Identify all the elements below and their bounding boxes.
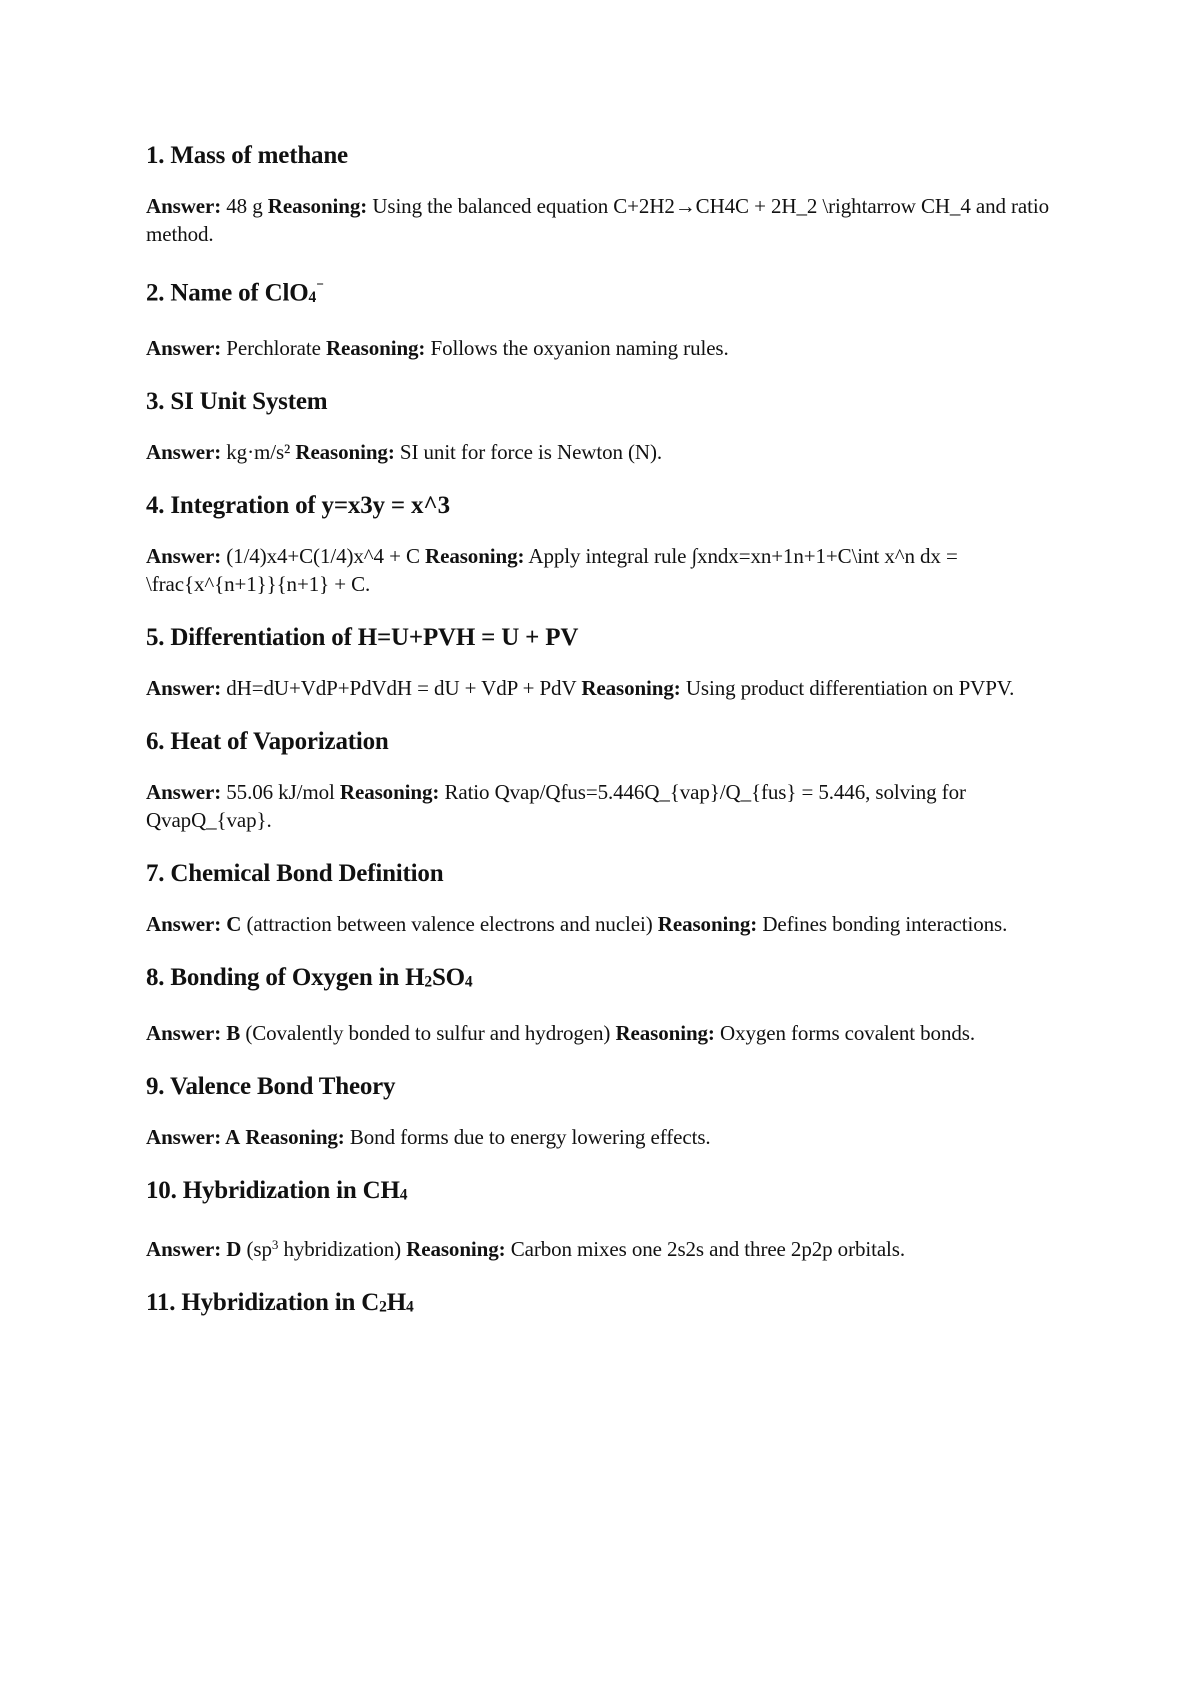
answer-label: Answer: [146,676,222,701]
question-3-body [146,438,1066,466]
answer-text: 48 g [226,194,263,218]
reasoning-text: Ratio Qvap/Qfus=5.446Q_{vap}/Q_{fus} = 5.446, solving for QvapQ_{vap}. [146,780,966,833]
question-2 [146,272,1066,362]
question-10-body [146,1231,1066,1263]
question-1-heading [146,140,1066,172]
question-3-heading [146,386,1066,418]
reasoning-label: Reasoning: [325,336,426,361]
answer-text-post: hybridization) [278,1237,402,1262]
heading-text-mid: H [386,1289,406,1317]
reasoning-text: Using the balanced equation C+2H2→CH4C + 2H_2 \rightarrow CH_4 and ratio method. [146,194,1050,246]
answer-text: (attraction between valence electrons and nuclei) [246,912,653,937]
reasoning-text: Bond forms due to energy lowering effects. [349,1124,711,1149]
answer-label: Answer: D [146,1237,242,1262]
reasoning-text: Defines bonding interactions. [762,912,1008,937]
reasoning-text: SI unit for force is Newton (N). [399,440,663,465]
answer-label: Answer: [146,780,222,805]
question-7 [146,858,1066,938]
reasoning-text: Oxygen forms covalent bonds. [720,1020,975,1045]
answer-text: dH=dU+VdP+PdVdH = dU + VdP + PdV [226,676,577,701]
answer-text: (1/4)x4+C(1/4)x^4 + C [226,544,420,569]
question-8-body [146,1019,1066,1047]
question-4-body [146,542,1066,598]
heading-text: 6. Heat of Vaporization [146,728,389,756]
heading-text: 10. Hybridization in CH [146,1176,400,1204]
question-1-body [146,192,1066,248]
question-4 [146,490,1066,598]
question-5-body [146,674,1066,702]
question-2-heading [146,272,1066,314]
heading-text: 9. Valence Bond Theory [146,1072,396,1100]
heading-text: 11. Hybridization in C [146,1289,380,1317]
heading-text: 8. Bonding of Oxygen in H [146,964,425,992]
question-11 [146,1287,1066,1324]
answer-label: Answer: [146,194,222,218]
question-9 [146,1071,1066,1151]
question-10 [146,1175,1066,1264]
heading-text: 7. Chemical Bond Definition [146,860,444,888]
reasoning-text: Carbon mixes one 2s2s and three 2p2p orbitals. [510,1237,906,1262]
question-11-heading [146,1287,1066,1324]
question-8-heading [146,962,1066,999]
question-5-heading [146,622,1066,654]
answer-label: Answer: B [146,1020,241,1045]
heading-text-mid: SO [431,964,465,992]
answer-label: Answer: [146,440,222,465]
heading-text: 5. Differentiation of H=U+PVH = U + PV [146,624,579,652]
reasoning-label: Reasoning: [267,194,368,218]
answer-text: 55.06 kJ/mol [226,780,335,805]
question-10-heading [146,1175,1066,1212]
answer-text: Perchlorate [226,336,321,361]
reasoning-label: Reasoning: [581,676,681,701]
answer-label: Answer: A [146,1124,241,1149]
reasoning-label: Reasoning: [339,780,440,805]
heading-text: 2. Name of ClO [146,279,309,307]
question-6 [146,726,1066,834]
question-9-heading [146,1071,1066,1103]
answer-text-pre: (sp [246,1237,272,1262]
reasoning-label: Reasoning: [295,440,395,465]
heading-text: 4. Integration of y=x3y = x^3 [146,492,450,520]
question-8 [146,962,1066,1047]
answer-text [247,1237,402,1261]
question-6-body [146,778,1066,834]
reasoning-label: Reasoning: [657,912,758,937]
heading-subscript: 2 [424,973,432,991]
question-3 [146,386,1066,466]
reasoning-text: Using product differentiation on PVPV. [685,676,1015,701]
question-4-heading [146,490,1066,522]
question-6-heading [146,726,1066,758]
answer-label: Answer: [146,336,222,361]
reasoning-label: Reasoning: [406,1237,506,1262]
answer-text: (Covalently bonded to sulfur and hydrogen) [245,1020,611,1045]
question-7-heading [146,858,1066,890]
reasoning-text: Follows the oxyanion naming rules. [430,336,729,361]
heading-subscript: 4 [399,1186,408,1204]
heading-subscript: 4 [405,1298,414,1316]
question-9-body [146,1123,1066,1151]
document-page [146,140,1066,1344]
heading-text: 1. Mass of methane [146,142,348,169]
answer-text: kg·m/s² [226,440,291,465]
question-5 [146,622,1066,702]
question-1 [146,140,1066,248]
answer-label: Answer: [146,544,222,569]
reasoning-label: Reasoning: [615,1020,715,1045]
reasoning-label: Reasoning: [245,1124,345,1149]
heading-subscript: 2 [379,1298,387,1316]
answer-superscript: 3 [271,1237,279,1253]
heading-subscript: 4 [308,289,317,307]
answer-label: Answer: C [146,912,242,937]
question-7-body [146,910,1066,938]
question-2-body [146,334,1066,362]
heading-superscript: ⁻ [316,279,324,296]
reasoning-label: Reasoning: [425,544,525,569]
heading-text: 3. SI Unit System [146,388,328,416]
heading-subscript: 4 [464,973,473,991]
reasoning-text: Apply integral rule ∫xndx=xn+1n+1+C\int x^n dx = \frac{x^{n+1}}{n+1} + C. [146,544,958,597]
